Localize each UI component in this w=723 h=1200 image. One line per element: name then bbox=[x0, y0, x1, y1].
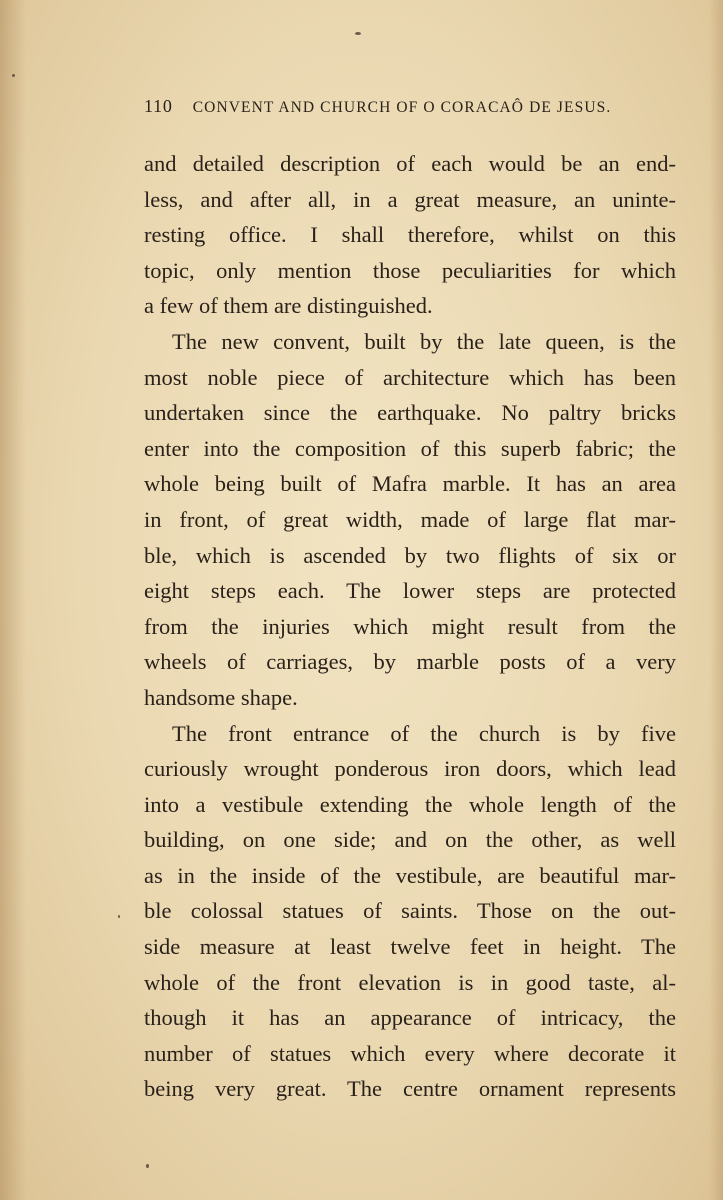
paper-speck bbox=[355, 32, 361, 35]
text-line: and detailed description of each would be an end- bbox=[144, 151, 676, 176]
text-line: enter into the composition of this superb fabric; the bbox=[144, 435, 676, 461]
text-line: side measure at least twelve feet in height. The bbox=[144, 934, 676, 960]
page-number: 110 bbox=[144, 96, 173, 116]
page-edge-shadow-left bbox=[0, 0, 26, 1200]
text-line: resting office. I shall therefore, whilst on this bbox=[144, 222, 676, 248]
running-head bbox=[144, 96, 642, 120]
text-line: less, and after all, in a great measure, an uninte- bbox=[144, 186, 676, 212]
text-line: whole being built of Mafra marble. It has an area bbox=[144, 471, 676, 497]
text-line: handsome shape. bbox=[144, 684, 298, 710]
text-line: being very great. The centre ornament represents bbox=[144, 1076, 676, 1102]
text-line: The front entrance of the church is by five bbox=[172, 720, 676, 746]
text-line: whole of the front elevation is in good taste, al- bbox=[144, 969, 676, 995]
text-line: a few of them are distinguished. bbox=[144, 293, 433, 319]
text-line: topic, only mention those peculiarities for which bbox=[144, 257, 676, 283]
text-line: eight steps each. The lower steps are protected bbox=[144, 578, 676, 604]
text-line: number of statues which every where decorate it bbox=[144, 1040, 676, 1066]
text-line: ble colossal statues of saints. Those on the out- bbox=[144, 898, 676, 924]
text-line: as in the inside of the vestibule, are beautiful mar- bbox=[144, 862, 676, 888]
text-line: ble, which is ascended by two flights of six or bbox=[144, 542, 676, 568]
text-line: into a vestibule extending the whole length of the bbox=[144, 791, 676, 817]
text-line: from the injuries which might result from the bbox=[144, 613, 676, 639]
text-line: most noble piece of architecture which has been bbox=[144, 364, 676, 390]
running-title: CONVENT AND CHURCH OF O CORACAÔ DE JESUS. bbox=[192, 99, 612, 116]
text-line: though it has an appearance of intricacy, the bbox=[144, 1005, 676, 1031]
text-line: building, on one side; and on the other, as well bbox=[144, 827, 676, 853]
paper-speck bbox=[118, 915, 120, 918]
paper-speck bbox=[12, 74, 15, 77]
paper-speck bbox=[146, 1164, 149, 1168]
text-line: curiously wrought ponderous iron doors, which lead bbox=[144, 756, 676, 782]
page-edge-shadow-right bbox=[709, 0, 723, 1200]
body-text bbox=[144, 146, 676, 1107]
text-line: The new convent, built by the late queen, is the bbox=[172, 328, 676, 354]
text-line: wheels of carriages, by marble posts of a very bbox=[144, 649, 676, 675]
text-line: in front, of great width, made of large flat mar- bbox=[144, 506, 676, 532]
text-line: undertaken since the earthquake. No paltry bricks bbox=[144, 400, 676, 426]
